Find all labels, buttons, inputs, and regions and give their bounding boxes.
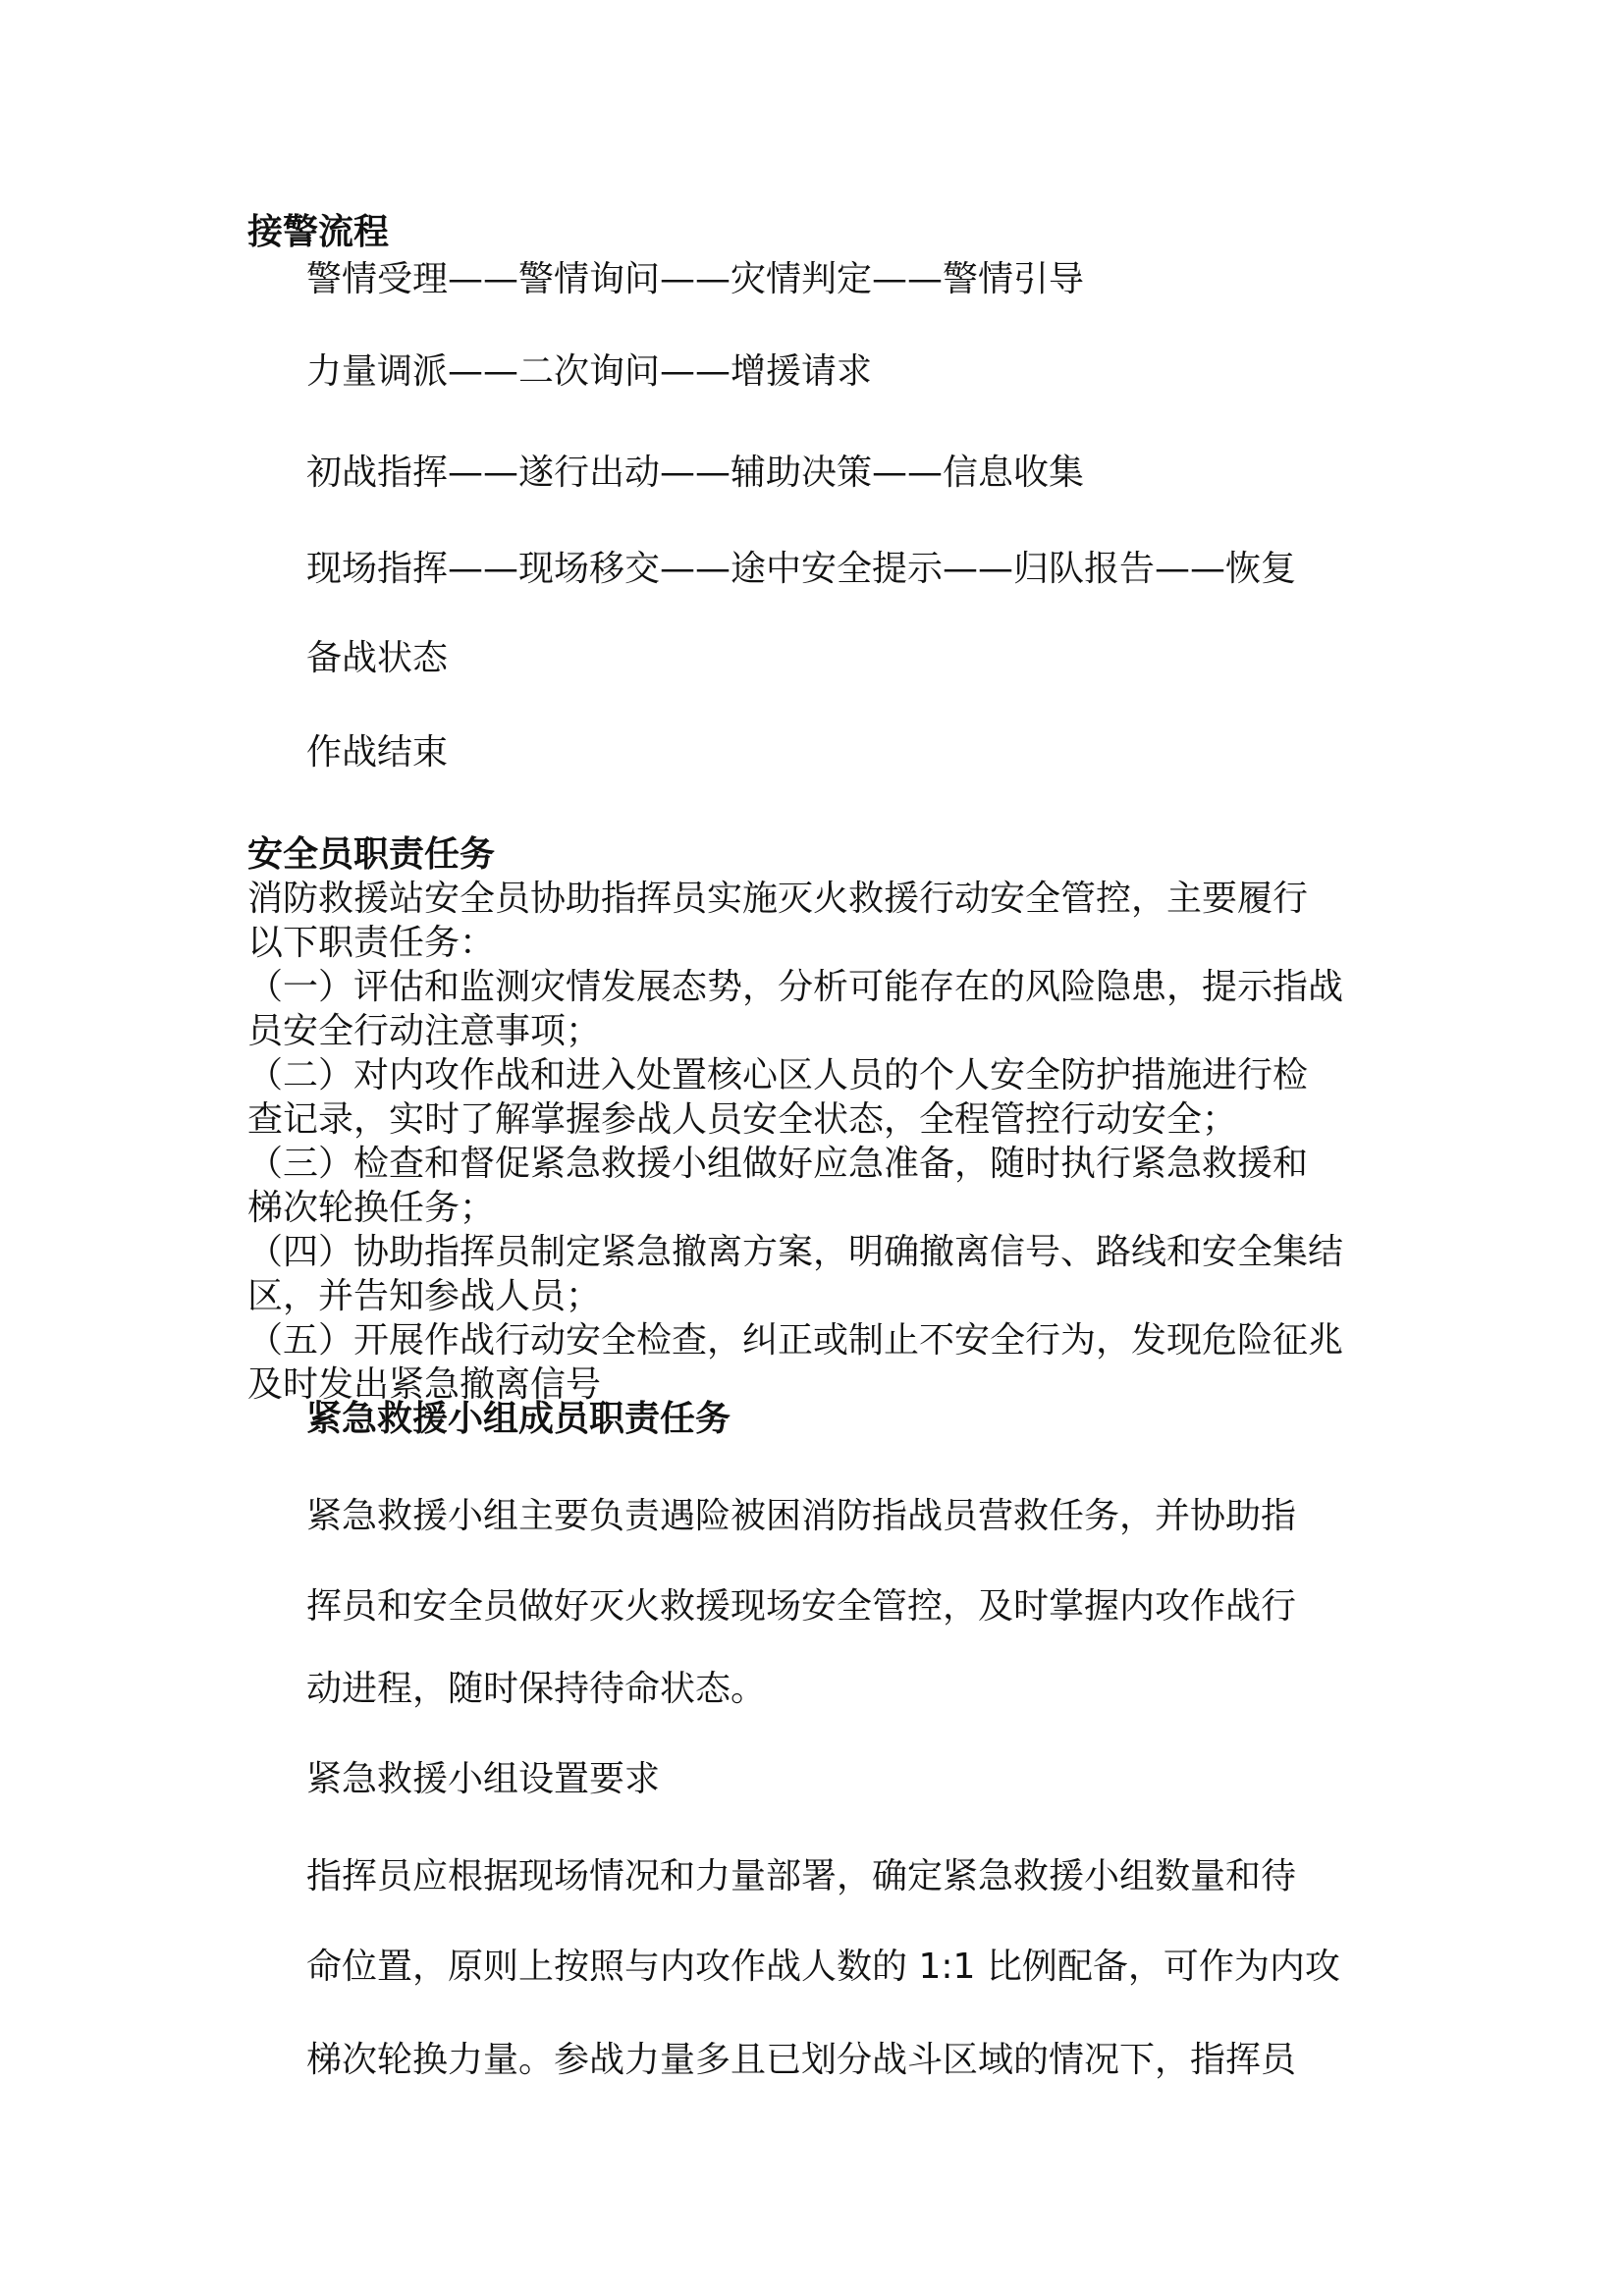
paragraph-line: （四）协助指挥员制定紧急撤离方案，明确撤离信号、路线和安全集结	[247, 1232, 1344, 1272]
process-line: 备战状态	[306, 638, 449, 678]
paragraph-line: 区，并告知参战人员；	[247, 1276, 602, 1316]
section-heading-rescue-team: 紧急救援小组成员职责任务	[306, 1399, 731, 1439]
process-line: 现场指挥——现场移交——途中安全提示——归队报告——恢复	[306, 549, 1297, 589]
section-heading-safety-officer: 安全员职责任务	[247, 834, 496, 875]
paragraph-line: 动进程，随时保持待命状态。	[306, 1669, 767, 1709]
paragraph-line: 命位置，原则上按照与内攻作战人数的 1:1 比例配备，可作为内攻	[306, 1947, 1340, 1987]
section-heading-alarm-process: 接警流程	[247, 212, 390, 252]
process-line: 力量调派——二次询问——增援请求	[306, 351, 873, 392]
process-line: 初战指挥——遂行出动——辅助决策——信息收集	[306, 453, 1085, 493]
paragraph-line: 消防救援站安全员协助指挥员实施灭火救援行动安全管控，主要履行	[247, 879, 1309, 919]
process-line: 作战结束	[306, 732, 449, 773]
paragraph-line: （三）检查和督促紧急救援小组做好应急准备，随时执行紧急救援和	[247, 1144, 1309, 1184]
paragraph-line: 指挥员应根据现场情况和力量部署，确定紧急救援小组数量和待	[306, 1856, 1297, 1896]
paragraph-line: 以下职责任务：	[247, 923, 496, 963]
paragraph-line: 挥员和安全员做好灭火救援现场安全管控，及时掌握内攻作战行	[306, 1586, 1297, 1627]
paragraph-line: 员安全行动注意事项；	[247, 1011, 602, 1051]
paragraph-line: （二）对内攻作战和进入处置核心区人员的个人安全防护措施进行检	[247, 1055, 1309, 1095]
paragraph-line: 查记录，实时了解掌握参战人员安全状态，全程管控行动安全；	[247, 1099, 1238, 1140]
paragraph-line: （五）开展作战行动安全检查，纠正或制止不安全行为，发现危险征兆	[247, 1320, 1344, 1361]
paragraph-line: 紧急救援小组主要负责遇险被困消防指战员营救任务，并协助指	[306, 1496, 1297, 1536]
paragraph-line: 梯次轮换任务；	[247, 1188, 496, 1228]
process-line: 警情受理——警情询问——灾情判定——警情引导	[306, 259, 1085, 299]
subheading-line: 紧急救援小组设置要求	[306, 1759, 661, 1799]
paragraph-line: （一）评估和监测灾情发展态势，分析可能存在的风险隐患，提示指战	[247, 967, 1344, 1007]
paragraph-line: 梯次轮换力量。参战力量多且已划分战斗区域的情况下，指挥员	[306, 2040, 1297, 2080]
paragraph-line: 及时发出紧急撤离信号	[247, 1364, 602, 1405]
